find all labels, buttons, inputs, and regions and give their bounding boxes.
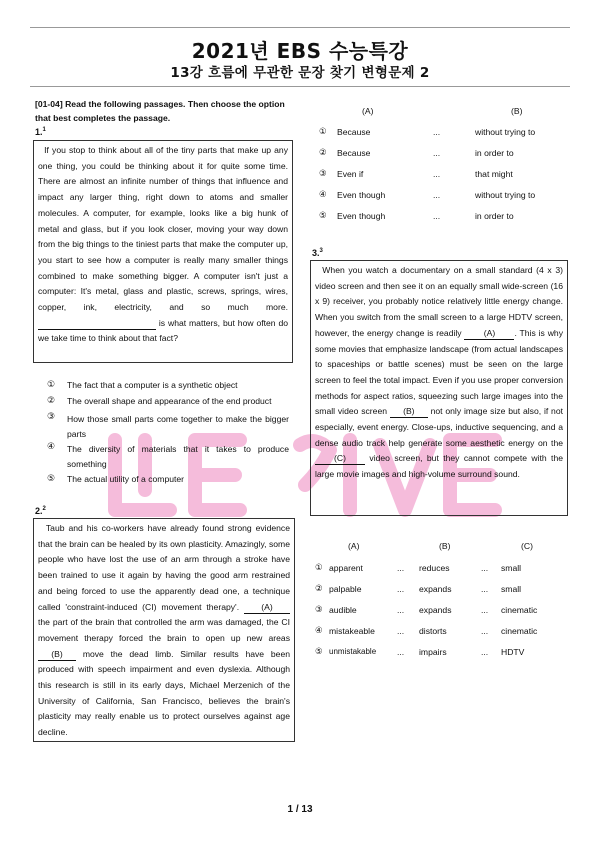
cell-a: Because bbox=[337, 148, 371, 158]
cell-a: mistakeable bbox=[329, 626, 375, 636]
cell-a: Even though bbox=[337, 190, 386, 200]
question-3-text-1: When you watch a documentary on a small standard (4 x 3) video screen and then see it on an equally small wide-screen (16 x 9) receiver, you probably notice relatively little energy change. When you switch from the small screen to a large HDTV screen, however, the energy change is readily bbox=[315, 265, 563, 338]
cell-a: palpable bbox=[329, 584, 362, 594]
question-1-answer-table bbox=[315, 106, 565, 236]
cell-b: in order to bbox=[475, 148, 514, 158]
cell-a: unmistakable bbox=[329, 647, 377, 656]
option-number: ① bbox=[47, 380, 56, 390]
question-2-text-2: the part of the brain that controlled the arm was damaged, the CI movement therapy forced the brain to open up new areas bbox=[38, 617, 290, 643]
column-header-b: (B) bbox=[439, 541, 451, 551]
row-number[interactable]: ① bbox=[315, 563, 323, 573]
row-number[interactable]: ③ bbox=[315, 605, 323, 615]
cell-b: distorts bbox=[419, 626, 447, 636]
row-number[interactable]: ④ bbox=[315, 626, 323, 636]
question-1-passage-end: is what matters, but how often do we take time to think about that fact? bbox=[38, 317, 288, 344]
cell-a: Even though bbox=[337, 211, 386, 221]
option-text: How those small parts come together to make the bigger parts bbox=[67, 414, 289, 439]
cell-b: that might bbox=[475, 169, 513, 179]
cell-b: expands bbox=[419, 584, 452, 594]
question-2-text-3: move the dead limb. Similar results have been produced with speech impairment and even dyslexia. Although this research is still in its early days, Michael Merzenich of the University of California, San Francisco, believes the brain's plasticity may really enable us to protect ourselves against age decline. bbox=[38, 648, 290, 738]
option-text: The fact that a computer is a synthetic object bbox=[67, 380, 238, 390]
document-title: 2021년 EBS 수능특강 bbox=[191, 39, 409, 63]
cell-dots: ... bbox=[481, 605, 489, 615]
question-2-passage bbox=[33, 518, 295, 742]
question-2-footnote: 2 bbox=[42, 506, 46, 512]
instruction-text: [01-04] Read the following passages. Then choose the option that best completes the passage. bbox=[35, 99, 285, 123]
question-3-text-3: not only image size but also, if not especially, event energy. Close-ups, inductive sequencing, and a dense audio track help generate some aesthetic energy on the bbox=[315, 406, 563, 448]
blank-c: (C) bbox=[315, 453, 365, 465]
option-number: ④ bbox=[47, 442, 56, 452]
blank-a: (A) bbox=[244, 602, 290, 614]
cell-b: reduces bbox=[419, 563, 450, 573]
question-3-label: 3. bbox=[312, 248, 320, 258]
cell-dots: ... bbox=[433, 211, 441, 221]
cell-dots: ... bbox=[433, 169, 441, 179]
option-text: The overall shape and appearance of the end product bbox=[67, 396, 272, 406]
column-header-a: (A) bbox=[362, 106, 374, 116]
page-number: 1 / 13 bbox=[287, 804, 313, 815]
question-1-blank bbox=[38, 318, 156, 330]
row-number[interactable]: ⑤ bbox=[315, 647, 323, 657]
cell-b: impairs bbox=[419, 647, 447, 657]
question-3-footnote: 3 bbox=[319, 248, 323, 254]
option-text: The actual utility of a computer bbox=[67, 474, 185, 484]
cell-dots: ... bbox=[481, 626, 489, 636]
option-text: The diversity of materials that it takes to produce something bbox=[67, 444, 289, 469]
blank-a: (A) bbox=[464, 328, 514, 340]
cell-c: cinematic bbox=[501, 626, 538, 636]
question-1-passage-text: If you stop to think about all of the tiny parts that make up any one thing, you could be thinking about it for quite some time. There are almost an infinite number of things that influence and impact any larger thing, right down to atoms and smaller molecules. A computer, for example, looks like a big hunk of metal and glass, but if you look closer, moving your way down from the big things to the tiniest parts that make the computer up, you start to see how a computer is really many smaller things combined to make something bigger. A computer isn't just a computer: It's metal, glass and plastic, screws, springs, wires, copper, ink, electricity, and so much more. bbox=[38, 145, 288, 313]
cell-dots: ... bbox=[481, 584, 489, 594]
cell-c: small bbox=[501, 584, 522, 594]
option-number: ② bbox=[47, 396, 56, 406]
row-number[interactable]: ② bbox=[315, 584, 323, 594]
cell-c: cinematic bbox=[501, 605, 538, 615]
blank-b: (B) bbox=[38, 649, 76, 661]
question-2-label: 2. bbox=[35, 506, 43, 516]
cell-b: without trying to bbox=[475, 190, 536, 200]
header-rule bbox=[30, 86, 570, 87]
column-header-c: (C) bbox=[521, 541, 533, 551]
row-number[interactable]: ⑤ bbox=[319, 211, 327, 221]
question-3-number bbox=[312, 248, 323, 258]
cell-dots: ... bbox=[397, 563, 405, 573]
cell-dots: ... bbox=[397, 584, 405, 594]
cell-dots: ... bbox=[433, 190, 441, 200]
cell-b: without trying to bbox=[475, 127, 536, 137]
question-1-number bbox=[35, 127, 46, 137]
blank-b: (B) bbox=[390, 406, 428, 418]
column-header-b: (B) bbox=[511, 106, 523, 116]
top-rule bbox=[30, 27, 570, 28]
cell-dots: ... bbox=[397, 647, 405, 657]
cell-a: audible bbox=[329, 605, 357, 615]
cell-dots: ... bbox=[397, 605, 405, 615]
cell-a: Because bbox=[337, 127, 371, 137]
row-number[interactable]: ④ bbox=[319, 190, 327, 200]
row-number[interactable]: ③ bbox=[319, 169, 327, 179]
option-number: ③ bbox=[47, 412, 56, 422]
cell-dots: ... bbox=[433, 127, 441, 137]
question-1-passage bbox=[33, 140, 293, 363]
question-3-passage bbox=[310, 260, 568, 516]
question-2-number bbox=[35, 506, 46, 516]
question-1-footnote: 1 bbox=[42, 127, 46, 133]
cell-c: small bbox=[501, 563, 522, 573]
cell-b: expands bbox=[419, 605, 452, 615]
cell-dots: ... bbox=[481, 647, 489, 657]
question-1-options bbox=[47, 380, 297, 490]
question-3-text-4: video screen, but they cannot compete with the large movie images and high-volume surround sound. bbox=[315, 453, 563, 480]
row-number[interactable]: ② bbox=[319, 148, 327, 158]
cell-a: Even if bbox=[337, 169, 364, 179]
option-number: ⑤ bbox=[47, 474, 56, 484]
cell-a: apparent bbox=[329, 563, 363, 573]
cell-dots: ... bbox=[481, 563, 489, 573]
question-3-answer-table bbox=[315, 541, 565, 666]
question-2-text-1: Taub and his co-workers have already found strong evidence that the brain can be healed by its own plasticity. Amazingly, some people who have lost the use of an arm through a stroke have been trained to use it again by having the good arm restrained and being forced to use the apparently dead one, a technique called 'constraint-induced (CI) movement therapy'. bbox=[38, 523, 290, 612]
cell-dots: ... bbox=[397, 626, 405, 636]
document-subtitle: 13강 흐름에 무관한 문장 찾기 변형문제 2 bbox=[170, 65, 430, 81]
row-number[interactable]: ① bbox=[319, 127, 327, 137]
column-header-a: (A) bbox=[348, 541, 360, 551]
question-3-text-2: . This is why some movies that emphasize landscape (from actual landscapes to spaceships or battle scenes) must be seen on the large screen to feel the total impact. Even if you use proper conversion methods for aspect ratios, squeezing such large images into the small video screen bbox=[315, 327, 563, 417]
cell-c: HDTV bbox=[501, 647, 525, 657]
question-1-label: 1. bbox=[35, 127, 43, 137]
cell-b: in order to bbox=[475, 211, 514, 221]
cell-dots: ... bbox=[433, 148, 441, 158]
